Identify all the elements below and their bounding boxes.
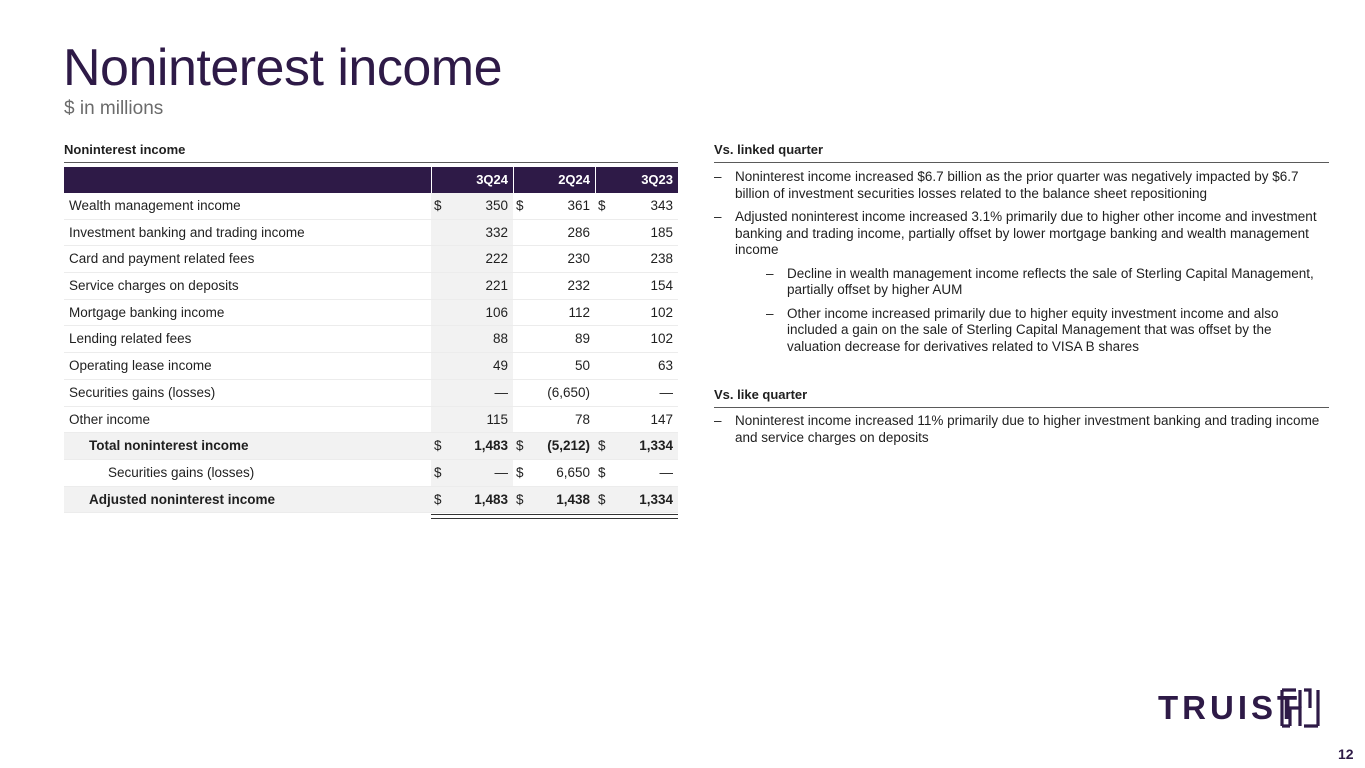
table-cell: 221 [485, 278, 508, 294]
table-row [64, 246, 678, 273]
table-cell: 232 [567, 278, 590, 294]
currency-symbol: $ [434, 198, 442, 213]
table-cell: 78 [574, 411, 590, 427]
table-cell: 1,334 [639, 491, 673, 507]
currency-symbol: $ [516, 438, 524, 454]
table-cell: 49 [492, 358, 508, 374]
row-label: Wealth management income [69, 198, 241, 213]
table-cell: 350 [485, 198, 508, 213]
table-cell: 88 [492, 331, 508, 347]
table-cell: 50 [574, 358, 590, 374]
table-row [64, 433, 678, 460]
table-row [64, 460, 678, 487]
row-label: Mortgage banking income [69, 304, 225, 320]
table-row [64, 407, 678, 434]
table-cell: 6,650 [556, 464, 590, 480]
row-label: Other income [69, 411, 151, 427]
currency-symbol: $ [434, 464, 442, 480]
table-row [64, 220, 678, 247]
table-cell: — [494, 384, 508, 400]
table-cell: 361 [567, 198, 590, 213]
row-label: Operating lease income [69, 358, 212, 374]
table-cell: 1,483 [474, 438, 508, 454]
list-item: – Decline in wealth management income reflects the sale of Sterling Capital Management, partially offset by higher AUM [766, 266, 1324, 299]
table-cell: 185 [650, 224, 673, 240]
row-label: Securities gains (losses) [108, 464, 255, 480]
table-cell: 147 [650, 411, 673, 427]
table-row [64, 273, 678, 300]
list-item: – Adjusted noninterest income increased 3.1% primarily due to higher other income and investment banking and trading income, partially offset by lower mortgage banking and wealth management income [714, 209, 1324, 259]
table-cell: 230 [567, 251, 590, 267]
logo-wordmark: TRUIST [1158, 689, 1302, 726]
column-header-3q24: 3Q24 [476, 172, 508, 187]
row-label: Adjusted noninterest income [89, 491, 276, 507]
table-row [64, 193, 678, 220]
row-label: Service charges on deposits [69, 278, 239, 294]
table-cell: (5,212) [547, 438, 590, 454]
table-cell: 238 [650, 251, 673, 267]
list-item: – Noninterest income increased $6.7 billion as the prior quarter was negatively impacted by $6.7 billion of investment securities losses related to the balance sheet repositioning [714, 169, 1324, 202]
like-quarter-bullets [714, 413, 1324, 453]
table-row [64, 326, 678, 353]
like-quarter-heading: Vs. like quarter [714, 387, 1329, 408]
column-header-2q24: 2Q24 [558, 172, 590, 187]
currency-symbol: $ [598, 438, 606, 454]
table-header-row [64, 167, 678, 193]
row-label: Card and payment related fees [69, 251, 255, 267]
linked-quarter-bullets [714, 169, 1324, 362]
currency-symbol: $ [516, 464, 524, 480]
table-cell: 102 [650, 304, 673, 320]
noninterest-income-table [64, 167, 678, 519]
row-label: Lending related fees [69, 331, 192, 347]
table-cell: 115 [486, 411, 508, 427]
table-row [64, 300, 678, 327]
currency-symbol: $ [598, 198, 606, 213]
currency-symbol: $ [516, 198, 524, 213]
table-cell: 154 [650, 278, 673, 294]
list-item: – Noninterest income increased 11% primarily due to higher investment banking and trading income and service charges on deposits [714, 413, 1324, 446]
currency-symbol: $ [598, 491, 606, 507]
table-cell: 286 [567, 224, 590, 240]
page-number: 12 [1338, 746, 1354, 762]
table-cell: 89 [574, 331, 590, 347]
table-heading: Noninterest income [64, 142, 678, 163]
table-cell: 332 [485, 224, 508, 240]
table-cell: 102 [650, 331, 673, 347]
table-cell: 222 [485, 251, 508, 267]
table-body [64, 193, 678, 513]
table-cell: — [659, 464, 673, 480]
row-label: Securities gains (losses) [69, 384, 216, 400]
table-cell: 63 [657, 358, 673, 374]
currency-symbol: $ [598, 464, 606, 480]
list-item: – Other income increased primarily due to higher equity investment income and also included a gain on the sale of Sterling Capital Management that was offset by the valuation decrease for derivatives related to VISA B shares [766, 306, 1324, 356]
table-row [64, 380, 678, 407]
page-subtitle: $ in millions [64, 98, 164, 119]
table-cell: 1,483 [474, 491, 508, 507]
table-cell: 1,334 [639, 438, 673, 454]
page-title: Noninterest income [63, 39, 502, 97]
column-header-3q23: 3Q23 [641, 172, 673, 187]
currency-symbol: $ [434, 438, 442, 454]
truist-mark-icon [1280, 688, 1320, 728]
table-cell: — [659, 384, 673, 400]
row-label: Investment banking and trading income [69, 224, 305, 240]
table-cell: 343 [650, 198, 673, 213]
table-cell: 106 [485, 304, 508, 320]
table-cell: 112 [568, 304, 590, 320]
table-cell: 1,438 [556, 491, 590, 507]
linked-quarter-heading: Vs. linked quarter [714, 142, 1329, 163]
row-label: Total noninterest income [89, 438, 249, 454]
table-cell: — [494, 464, 508, 480]
currency-symbol: $ [434, 491, 442, 507]
currency-symbol: $ [516, 491, 524, 507]
table-cell: (6,650) [547, 384, 590, 400]
table-row [64, 353, 678, 380]
table-row [64, 487, 678, 514]
